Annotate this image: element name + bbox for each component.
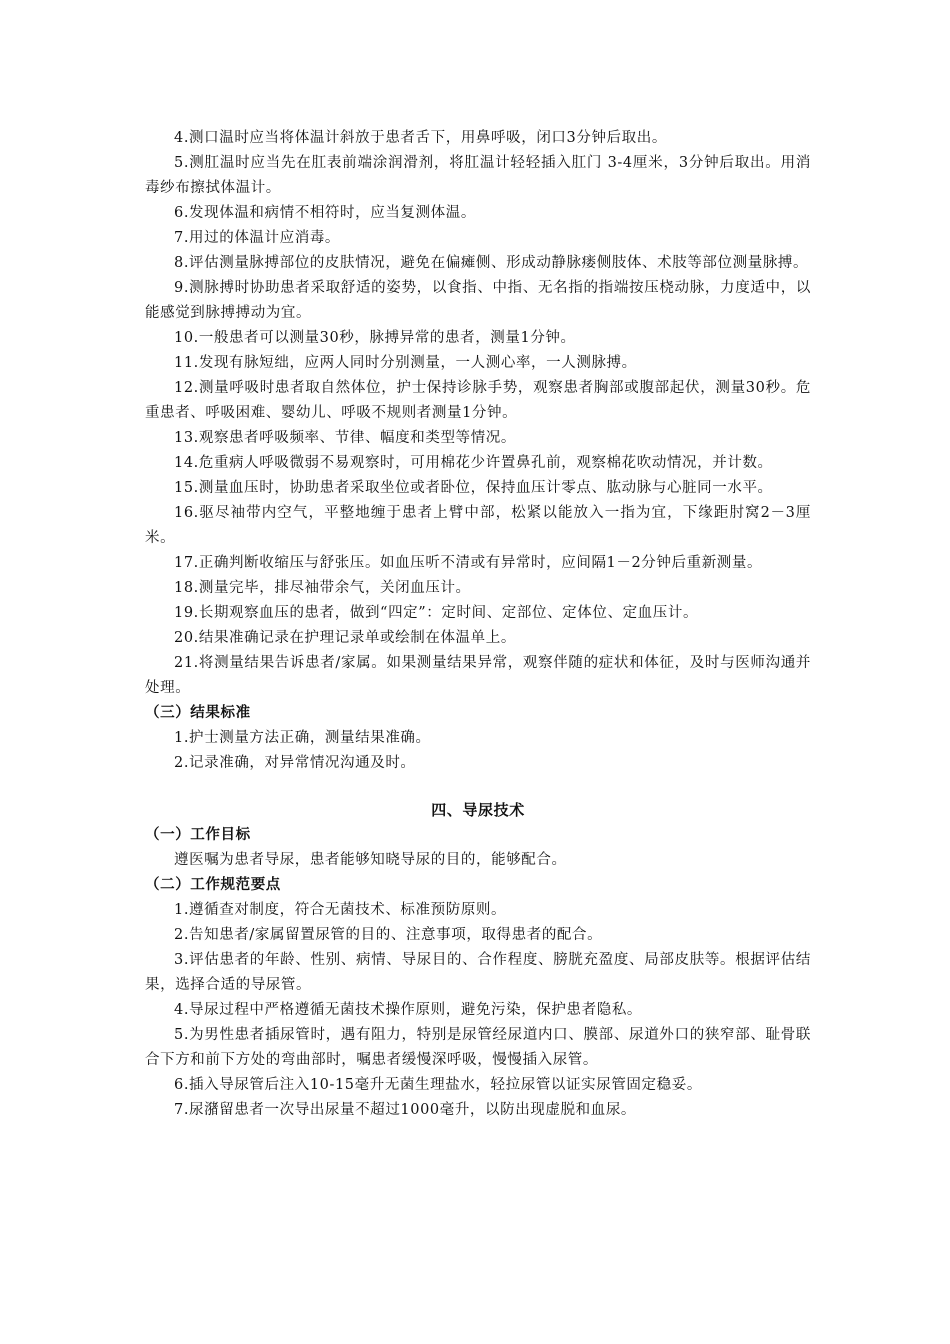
section-title: 四、导尿技术 (431, 801, 525, 819)
list-item: 10.一般患者可以测量30秒，脉搏异常的患者，测量1分钟。 (174, 330, 576, 346)
list-item: 5.测肛温时应当先在肛表前端涂润滑剂，将肛温计轻轻插入肛门 3-4厘米，3分钟后取出。用消毒纱布擦拭体温计。 (145, 155, 811, 196)
list-item: 3.评估患者的年龄、性别、病情、导尿目的、合作程度、膀胱充盈度、局部皮肤等。根据评估结果，选择合适的导尿管。 (145, 952, 811, 993)
goal-text: 遵医嘱为患者导尿，患者能够知晓导尿的目的，能够配合。 (174, 852, 567, 868)
list-item: 12.测量呼吸时患者取自然体位，护士保持诊脉手势，观察患者胸部或腹部起伏，测量30秒。危重患者、呼吸困难、婴幼儿、呼吸不规则者测量1分钟。 (145, 380, 811, 421)
list-item: 13.观察患者呼吸频率、节律、幅度和类型等情况。 (174, 430, 516, 446)
list-item: 17.正确判断收缩压与舒张压。如血压听不清或有异常时，应间隔1－2分钟后重新测量。 (174, 555, 763, 571)
list-item: 7.用过的体温计应消毒。 (174, 230, 341, 246)
document-page (145, 126, 811, 1123)
list-item: 9.测脉搏时协助患者采取舒适的姿势，以食指、中指、无名指的指端按压桡动脉，力度适中，以能感觉到脉搏搏动为宜。 (145, 280, 811, 321)
list-item: 2.告知患者/家属留置尿管的目的、注意事项，取得患者的配合。 (174, 927, 603, 943)
list-item: 19.长期观察血压的患者，做到“四定”：定时间、定部位、定体位、定血压计。 (174, 605, 699, 621)
list-item: 6.插入导尿管后注入10-15毫升无菌生理盐水，轻拉尿管以证实尿管固定稳妥。 (174, 1077, 702, 1093)
measurement-items (145, 126, 811, 701)
list-item: 20.结果准确记录在护理记录单或绘制在体温单上。 (174, 630, 516, 646)
list-item: 15.测量血压时，协助患者采取坐位或者卧位，保持血压计零点、肱动脉与心脏同一水平。 (174, 480, 773, 496)
result-standard-heading: （三）结果标准 (145, 705, 251, 721)
list-item: 4.导尿过程中严格遵循无菌技术操作原则，避免污染，保护患者隐私。 (174, 1002, 643, 1018)
list-item: 1.遵循查对制度，符合无菌技术、标准预防原则。 (174, 902, 507, 918)
list-item: 18.测量完毕，排尽袖带余气，关闭血压计。 (174, 580, 471, 596)
spec-heading: （二）工作规范要点 (145, 877, 281, 893)
list-item: 14.危重病人呼吸微弱不易观察时，可用棉花少许置鼻孔前，观察棉花吹动情况，并计数。 (174, 455, 773, 471)
list-item: 8.评估测量脉搏部位的皮肤情况，避免在偏瘫侧、形成动静脉瘘侧肢体、术肢等部位测量脉搏。 (174, 255, 809, 271)
list-item: 5.为男性患者插尿管时，遇有阻力，特别是尿管经尿道内口、膜部、尿道外口的狭窄部、耻骨联合下方和前下方处的弯曲部时，嘱患者缓慢深呼吸，慢慢插入尿管。 (145, 1027, 811, 1068)
spec-items (145, 898, 811, 1123)
list-item: 2.记录准确，对异常情况沟通及时。 (174, 755, 416, 771)
list-item: 11.发现有脉短绌，应两人同时分别测量，一人测心率，一人测脉搏。 (174, 355, 637, 371)
list-item: 7.尿潴留患者一次导出尿量不超过1000毫升，以防出现虚脱和血尿。 (174, 1102, 637, 1118)
list-item: 1.护士测量方法正确，测量结果准确。 (174, 730, 431, 746)
result-standard-items (145, 726, 811, 776)
goal-heading: （一）工作目标 (145, 827, 251, 843)
list-item: 16.驱尽袖带内空气，平整地缠于患者上臂中部，松紧以能放入一指为宜，下缘距肘窝2－3厘米。 (145, 505, 811, 546)
list-item: 4.测口温时应当将体温计斜放于患者舌下，用鼻呼吸，闭口3分钟后取出。 (174, 130, 667, 146)
list-item: 6.发现体温和病情不相符时，应当复测体温。 (174, 205, 476, 221)
list-item: 21.将测量结果告诉患者/家属。如果测量结果异常，观察伴随的症状和体征，及时与医师沟通并处理。 (145, 655, 811, 696)
